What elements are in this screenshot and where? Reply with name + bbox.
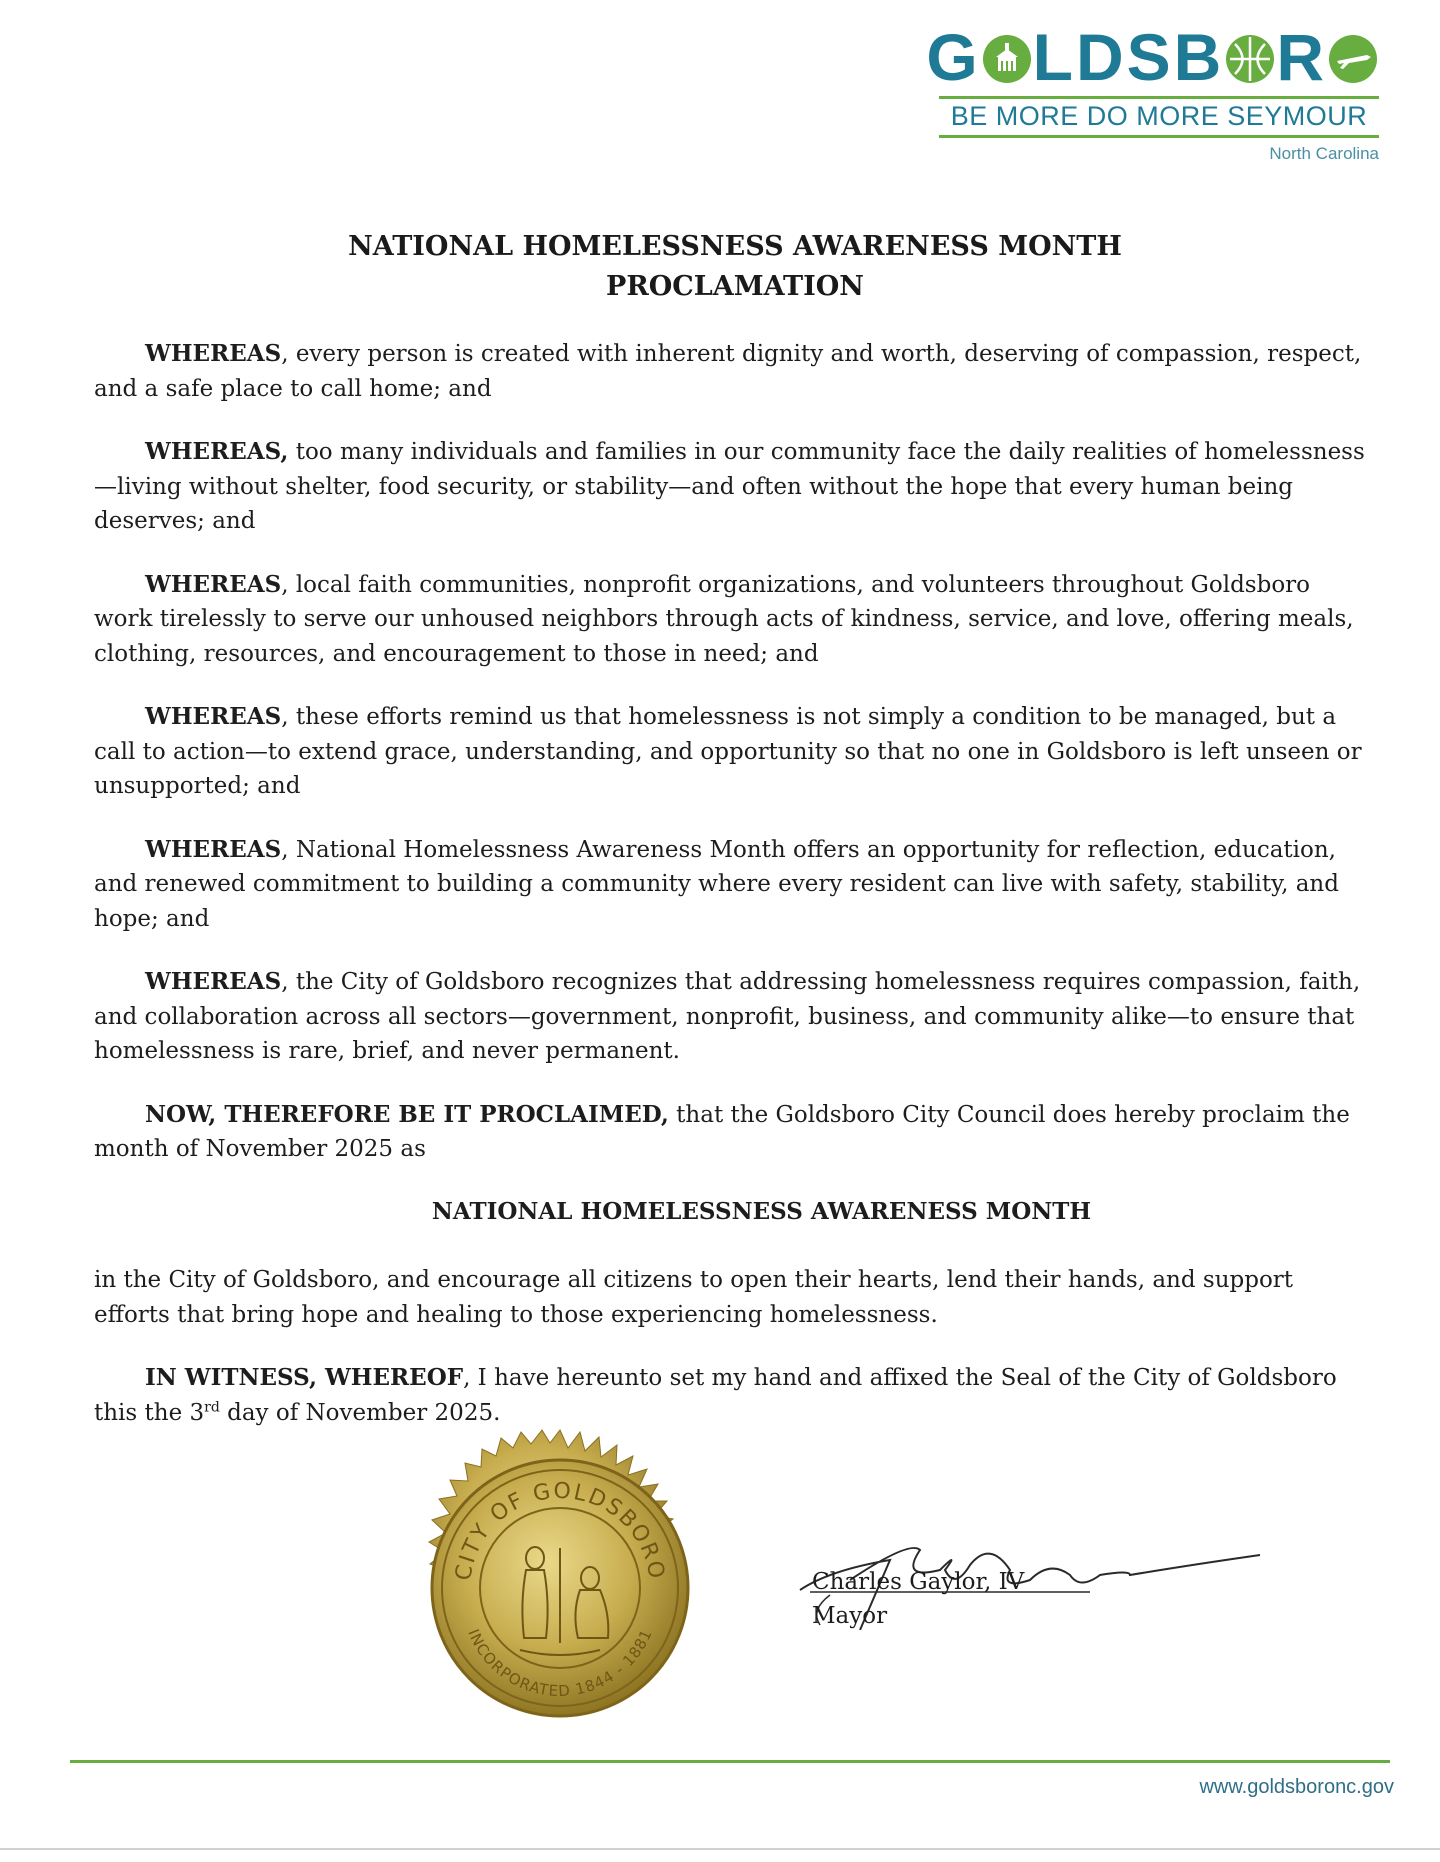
whereas-paragraph-6: WHEREAS, the City of Goldsboro recognizes that addressing homelessness requires compassion, faith, and collaboration across all sectors—government, nonprofit, business, and community alike—to ensure that homelessness is rare, brief, and never permanent. — [94, 968, 1361, 1064]
signatory-role: Mayor — [812, 1603, 888, 1629]
proclaimed-paragraph: NOW, THEREFORE BE IT PROCLAIMED, that the Goldsboro City Council does hereby proclaim the month of November 2025 as — [94, 1100, 1350, 1162]
witness-paragraph: IN WITNESS, WHEREOF, I have hereunto set my hand and affixed the Seal of the City of Goldsboro this the 3rd day of November 2025. — [94, 1364, 1337, 1426]
basketball-icon — [1226, 35, 1274, 83]
seal-bottom-text: INCORPORATED 1844 - 1881 — [464, 1626, 656, 1701]
proclamation-body — [94, 337, 1374, 1459]
closing-paragraph: in the City of Goldsboro, and encourage all citizens to open their hearts, lend their hands, and support efforts that bring hope and healing to those experiencing homelessness. — [94, 1267, 1294, 1328]
footer-divider — [70, 1760, 1390, 1763]
whereas-paragraph-4: WHEREAS, these efforts remind us that homelessness is not simply a condition to be managed, but a call to action—to extend grace, understanding, and opportunity so that no one in Goldsboro is left unseen or unsupported; and — [94, 703, 1362, 799]
whereas-paragraph-1: WHEREAS, every person is created with inherent dignity and worth, deserving of compassion, respect, and a safe place to call home; and — [94, 340, 1362, 402]
proclamation-subtitle: PROCLAMATION — [606, 271, 864, 302]
whereas-paragraph-2: WHEREAS, too many individuals and families in our community face the daily realities of homelessness—living without shelter, food security, or stability—and often without the hope that every human being deserves; and — [94, 438, 1365, 534]
logo-letters-ldsb: LDSB — [1032, 20, 1225, 94]
logo-letter-r: R — [1276, 20, 1327, 94]
whereas-paragraph-5: WHEREAS, National Homelessness Awareness Month offers an opportunity for reflection, education, and renewed commitment to building a community where every resident can live with safety, stability, and hope; and — [94, 835, 1339, 932]
logo-letter-g: G — [926, 20, 981, 94]
jet-icon — [1329, 35, 1377, 83]
logo-state: North Carolina — [1269, 144, 1379, 163]
logo-tagline: BE MORE DO MORE SEYMOUR — [939, 96, 1379, 138]
page-bottom-edge — [0, 1848, 1440, 1850]
signatory-block — [812, 1565, 1024, 1633]
city-seal — [400, 1428, 720, 1748]
signatory-name: Charles Gaylor, IV — [812, 1569, 1025, 1595]
goldsboro-logo — [926, 20, 1379, 164]
footer-website: www.goldsboronc.gov — [1199, 1776, 1394, 1798]
city-hall-icon — [983, 35, 1031, 83]
proclaimed-title: NATIONAL HOMELESSNESS AWARENESS MONTH — [431, 1197, 1092, 1225]
logo-wordmark — [926, 20, 1379, 94]
seal-top-text: CITY OF GOLDSBORO — [451, 1478, 669, 1583]
whereas-paragraph-3: WHEREAS, local faith communities, nonprofit organizations, and volunteers throughout Goldsboro work tirelessly to serve our unhoused neighbors through acts of kindness, service, and love, offering meals, clothing, resources, and encouragement to those in need; and — [94, 570, 1354, 667]
proclamation-title: NATIONAL HOMELESSNESS AWARENESS MONTH — [348, 231, 1122, 262]
